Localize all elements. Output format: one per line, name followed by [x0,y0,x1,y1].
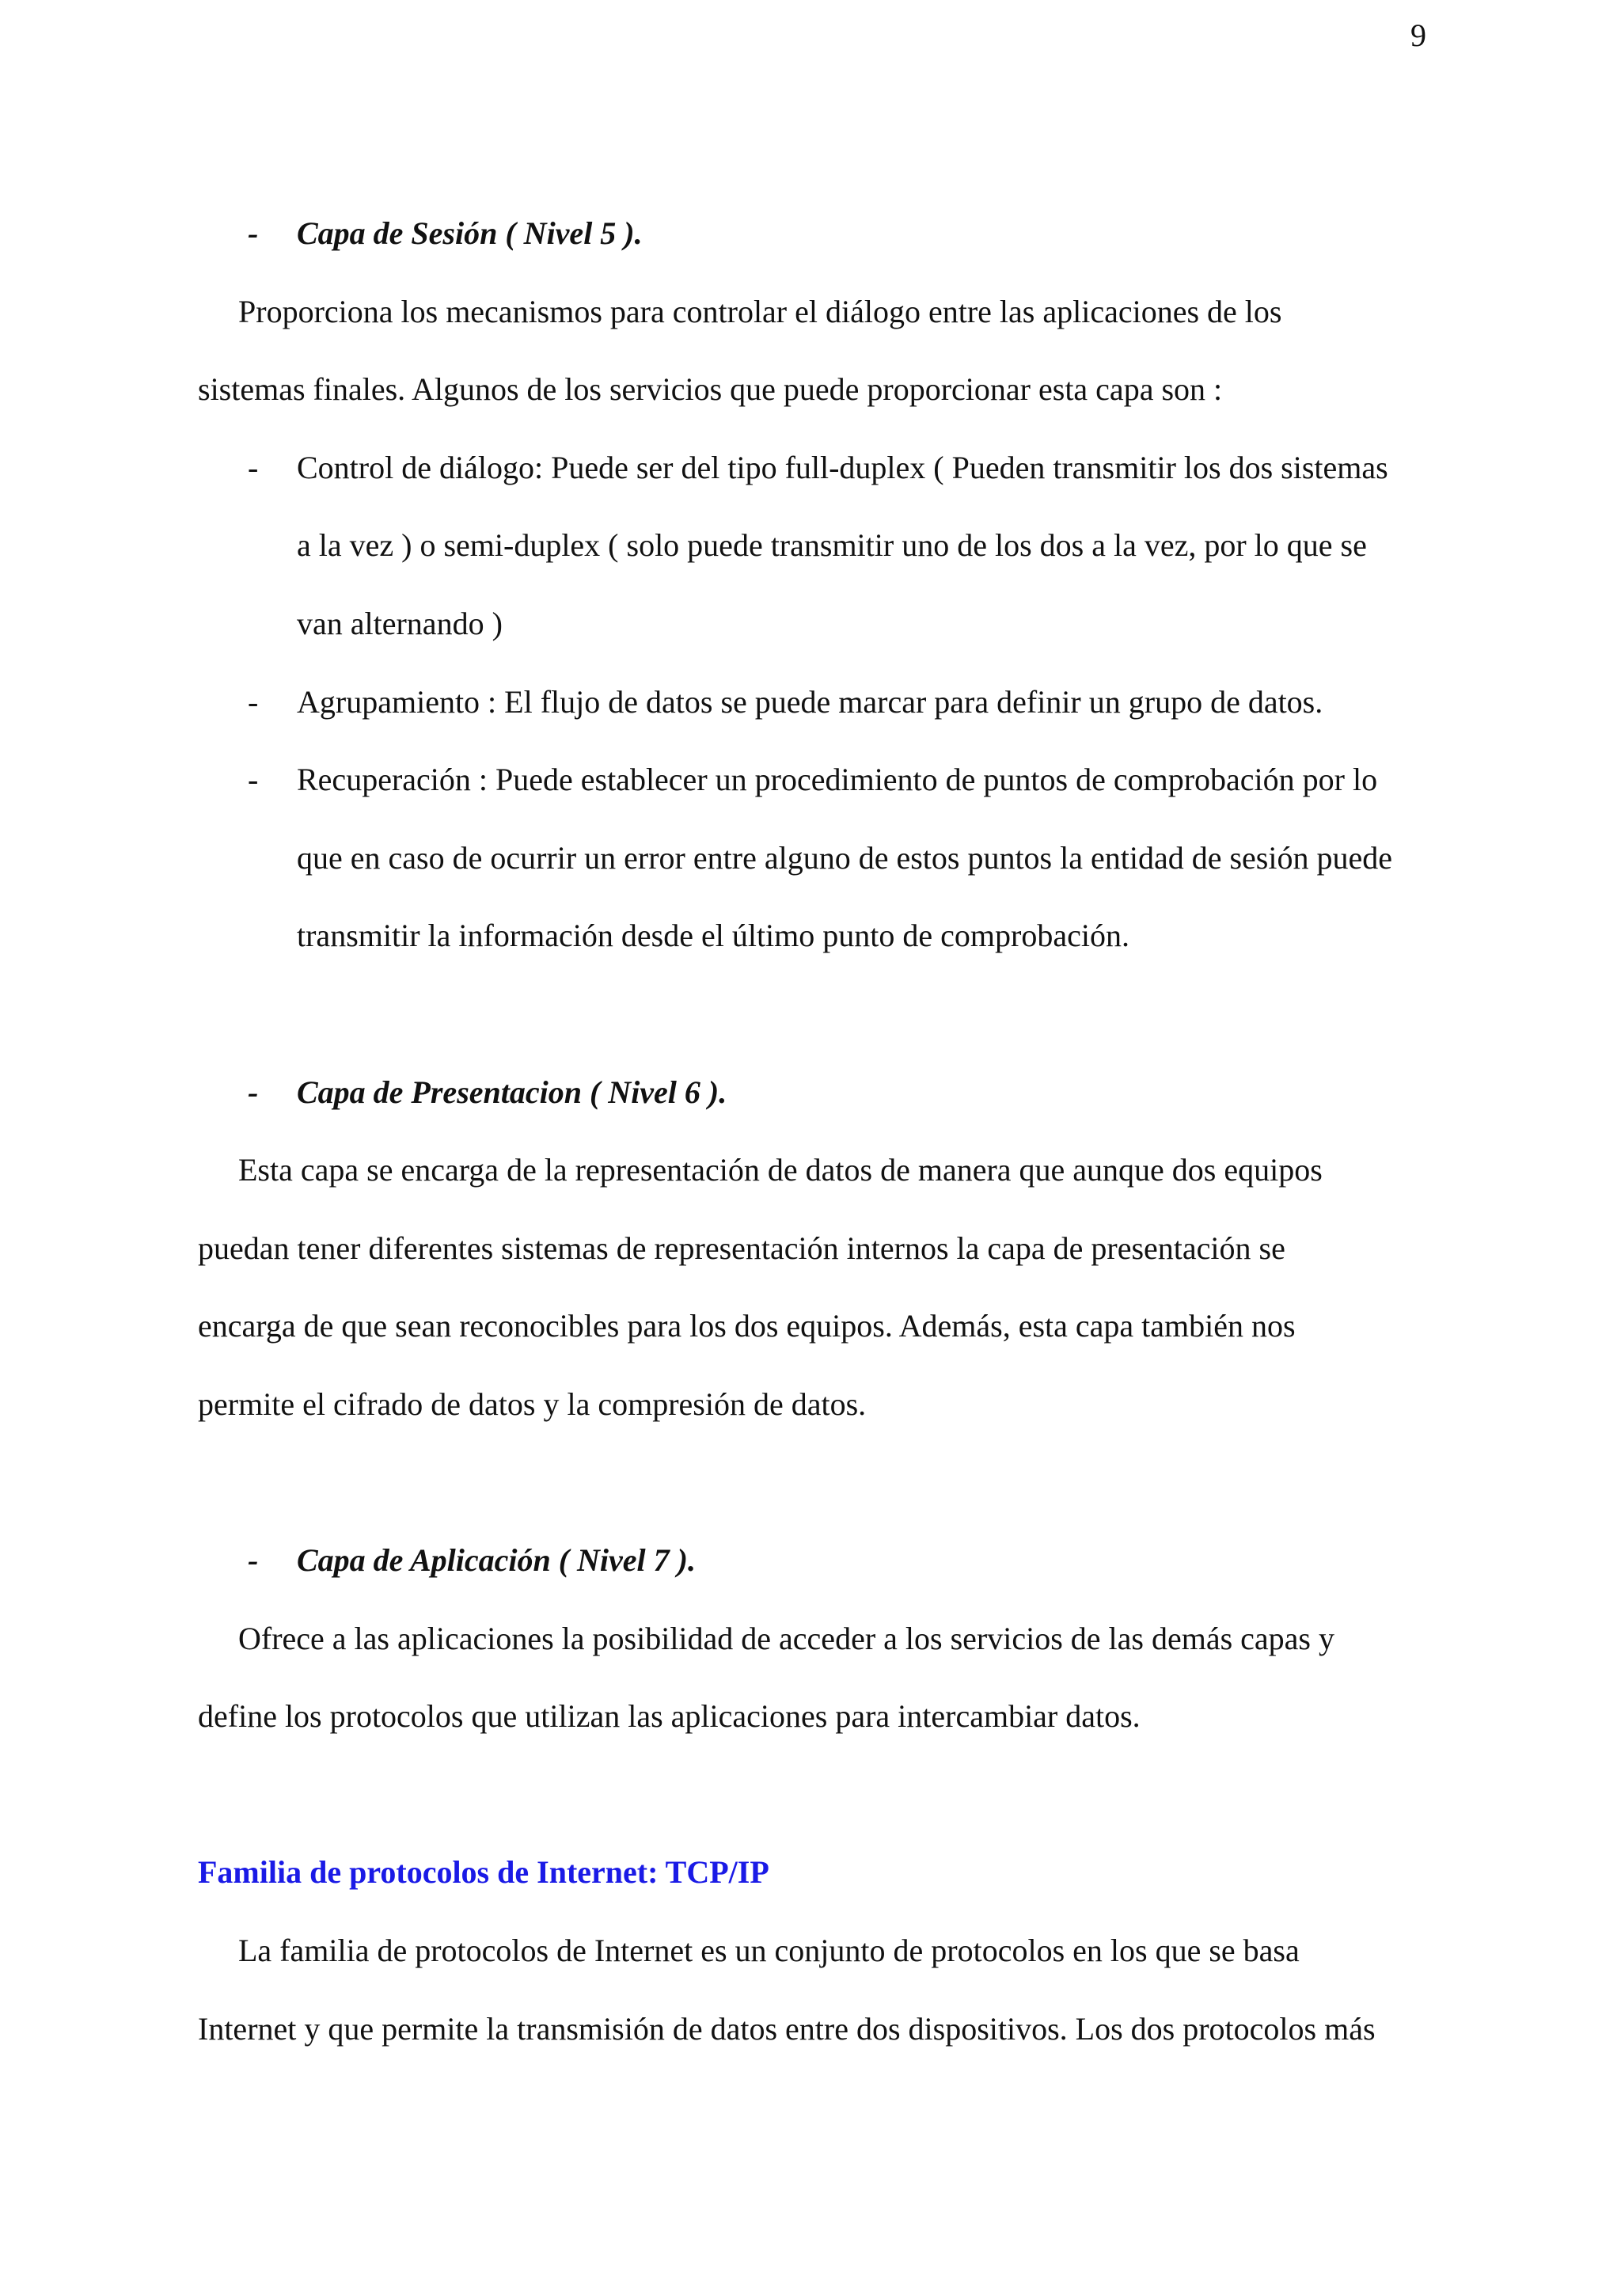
bullet-item-agrupamiento [198,663,1448,742]
heading-dash: - [248,215,259,251]
bullet-text: Control de diálogo: Puede ser del tipo full-duplex ( Pueden transmitir los dos sistemas [297,449,1388,485]
bullet-item-control-dialogo [198,429,1448,507]
bullet-text: transmitir la información desde el último punto de comprobación. [297,918,1129,954]
section-title-tcpip: Familia de protocolos de Internet: TCP/IP [198,1854,769,1891]
paragraph-line: Ofrece a las aplicaciones la posibilidad de acceder a los servicios de las demás capas y [238,1620,1334,1656]
bullet-text: Recuperación : Puede establecer un procedimiento de puntos de comprobación por lo [297,762,1378,798]
paragraph-line: Proporciona los mecanismos para controlar el diálogo entre las aplicaciones de los [238,293,1282,329]
bullet-dash: - [248,683,259,720]
document-body [198,195,1448,2068]
paragraph-line: Internet y que permite la transmisión de datos entre dos dispositivos. Los dos protocolos más [198,2010,1376,2047]
paragraph-line: encarga de que sean reconocibles para los dos equipos. Además, esta capa también nos [198,1308,1296,1344]
paragraph-line: Esta capa se encarga de la representación de datos de manera que aunque dos equipos [238,1152,1323,1188]
paragraph-line: puedan tener diferentes sistemas de representación internos la capa de presentación se [198,1230,1285,1266]
bullet-dash: - [248,449,259,485]
paragraph-line: permite el cifrado de datos y la compresión de datos. [198,1386,867,1422]
spacer [198,975,1448,1054]
heading-text: Capa de Aplicación ( Nivel 7 ). [297,1542,696,1579]
heading-dash: - [248,1542,259,1579]
heading-dash: - [248,1074,259,1110]
heading-capa-presentacion [198,1054,1448,1132]
bullet-item-recuperacion [198,741,1448,819]
heading-text: Capa de Sesión ( Nivel 5 ). [297,215,643,251]
bullet-text: a la vez ) o semi-duplex ( solo puede transmitir uno de los dos a la vez, por lo que se [297,527,1367,564]
paragraph-line: sistemas finales. Algunos de los servicios que puede proporcionar esta capa son : [198,371,1223,408]
paragraph-line: La familia de protocolos de Internet es un conjunto de protocolos en los que se basa [238,1933,1300,1969]
bullet-text: van alternando ) [297,605,503,641]
heading-text: Capa de Presentacion ( Nivel 6 ). [297,1074,727,1110]
spacer [198,1756,1448,1834]
bullet-text: Agrupamiento : El flujo de datos se puede marcar para definir un grupo de datos. [297,683,1323,720]
paragraph-line: define los protocolos que utilizan las aplicaciones para intercambiar datos. [198,1698,1141,1735]
spacer [198,1444,1448,1522]
bullet-dash: - [248,762,259,798]
heading-capa-sesion [198,195,1448,273]
heading-capa-aplicacion [198,1522,1448,1600]
page-number: 9 [1410,17,1426,53]
bullet-text: que en caso de ocurrir un error entre alguno de estos puntos la entidad de sesión puede [297,839,1392,876]
